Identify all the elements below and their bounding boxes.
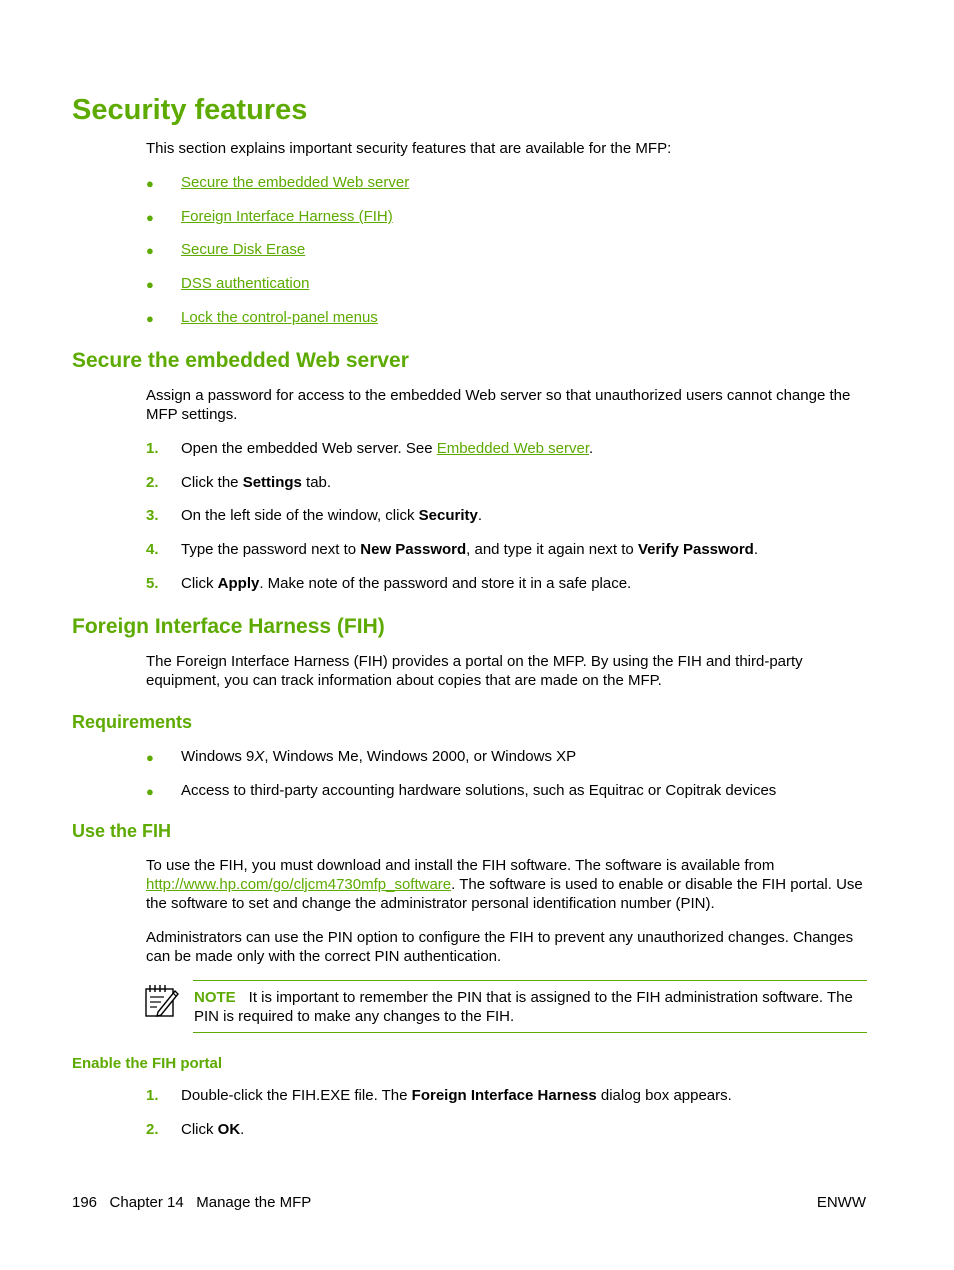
step-5 — [181, 574, 871, 593]
step-3 — [181, 506, 871, 525]
subheading-enable-fih-portal: Enable the FIH portal — [72, 1055, 223, 1072]
step-number: 1. — [146, 440, 159, 457]
toc-link-lock-control-panel[interactable]: Lock the control-panel menus — [181, 309, 378, 326]
bullet-icon: ● — [146, 243, 154, 258]
bullet-icon: ● — [146, 784, 154, 799]
step-bold-text: Apply — [217, 575, 260, 592]
requirement-item — [181, 747, 871, 766]
step-text: Open the embedded Web server. See — [181, 440, 437, 457]
page-title: Security features — [72, 94, 308, 126]
step-bold-text: Verify Password — [637, 541, 754, 558]
step-bold-text: Security — [418, 507, 478, 524]
bullet-icon: ● — [146, 277, 154, 292]
subheading-requirements: Requirements — [72, 712, 193, 732]
subheading-use-fih: Use the FIH — [72, 821, 172, 841]
step-text: Click the — [181, 474, 243, 491]
use-fih-paragraph — [146, 856, 872, 913]
step-1 — [181, 439, 871, 458]
footer-page-info: 196 Chapter 14 Manage the MFP — [72, 1194, 312, 1211]
step-bold-text: OK — [217, 1121, 241, 1138]
fih-software-link[interactable]: http://www.hp.com/go/cljcm4730mfp_software — [146, 876, 452, 893]
step-number: 2. — [146, 1121, 159, 1138]
requirement-text: Windows 9 — [181, 748, 255, 765]
step-text: . — [589, 440, 594, 457]
section-heading-secure-web-server: Secure the embedded Web server — [72, 349, 409, 372]
note-content — [194, 988, 870, 1026]
step-number: 3. — [146, 507, 159, 524]
step-text: Click — [181, 1121, 218, 1138]
footer-enww: ENWW — [816, 1194, 866, 1211]
step-text: . — [753, 541, 759, 558]
enable-step-1 — [181, 1086, 871, 1105]
toc-link-fih[interactable]: Foreign Interface Harness (FIH) — [181, 208, 393, 225]
toc-link-secure-disk-erase[interactable]: Secure Disk Erase — [181, 241, 306, 258]
fih-intro-paragraph: The Foreign Interface Harness (FIH) provides a portal on the MFP. By using the FIH and third-party equipment, you can track information about copies that are made on the MFP. — [146, 653, 803, 689]
step-bold-text: Foreign Interface Harness — [411, 1087, 597, 1104]
step-text: Click — [181, 575, 218, 592]
bullet-icon: ● — [146, 750, 154, 765]
enable-step-2 — [181, 1120, 871, 1139]
bullet-icon: ● — [146, 311, 154, 326]
note-top-divider — [193, 980, 867, 981]
step-text: Double-click the FIH.EXE file. The — [181, 1087, 412, 1104]
step-2 — [181, 473, 871, 492]
requirement-item — [181, 781, 871, 800]
paragraph-text: . The software is used to enable or disable the FIH portal. Use the software to set and change the administrator personal identification number (PIN). — [146, 876, 863, 912]
step-text: , and type it again next to — [466, 541, 638, 558]
secure-intro-paragraph: Assign a password for access to the embedded Web server so that unauthorized users cannot change the MFP settings. — [146, 387, 851, 423]
requirement-text: , Windows Me, Windows 2000, or Windows XP — [264, 748, 577, 765]
note-label: NOTE — [194, 989, 236, 1006]
toc-link-dss-authentication[interactable]: DSS authentication — [181, 275, 310, 292]
step-text: Type the password next to — [181, 541, 361, 558]
toc-link-secure-web-server[interactable]: Secure the embedded Web server — [181, 174, 410, 191]
step-text: dialog box appears. — [596, 1087, 732, 1104]
note-text: It is important to remember the PIN that is assigned to the FIH administration software. The PIN is required to make any changes to the FIH. — [194, 989, 853, 1025]
step-text: . Make note of the password and store it in a safe place. — [259, 575, 632, 592]
step-bold-text: Settings — [242, 474, 302, 491]
step-text: . — [477, 507, 482, 524]
bullet-icon: ● — [146, 210, 154, 225]
step-4 — [181, 540, 871, 559]
paragraph-text: To use the FIH, you must download and install the FIH software. The software is available from — [146, 857, 775, 874]
note-pencil-icon — [144, 984, 180, 1018]
step-number: 4. — [146, 541, 159, 558]
step-bold-text: New Password — [360, 541, 467, 558]
bullet-icon: ● — [146, 176, 154, 191]
pin-paragraph: Administrators can use the PIN option to configure the FIH to prevent any unauthorized changes. Changes can be made only with the correct PIN authentication. — [146, 929, 854, 965]
section-heading-fih: Foreign Interface Harness (FIH) — [72, 615, 385, 638]
step-text: . — [240, 1121, 245, 1138]
step-text: tab. — [301, 474, 332, 491]
step-number: 2. — [146, 474, 159, 491]
note-bottom-divider — [193, 1032, 867, 1033]
intro-paragraph: This section explains important security features that are available for the MFP: — [146, 140, 672, 157]
step-number: 1. — [146, 1087, 159, 1104]
requirement-text: Access to third-party accounting hardware solutions, such as Equitrac or Copitrak devices — [181, 782, 777, 799]
requirement-italic-text: X — [254, 748, 265, 765]
step-text: On the left side of the window, click — [181, 507, 419, 524]
step-number: 5. — [146, 575, 159, 592]
embedded-web-server-link[interactable]: Embedded Web server — [436, 440, 590, 457]
